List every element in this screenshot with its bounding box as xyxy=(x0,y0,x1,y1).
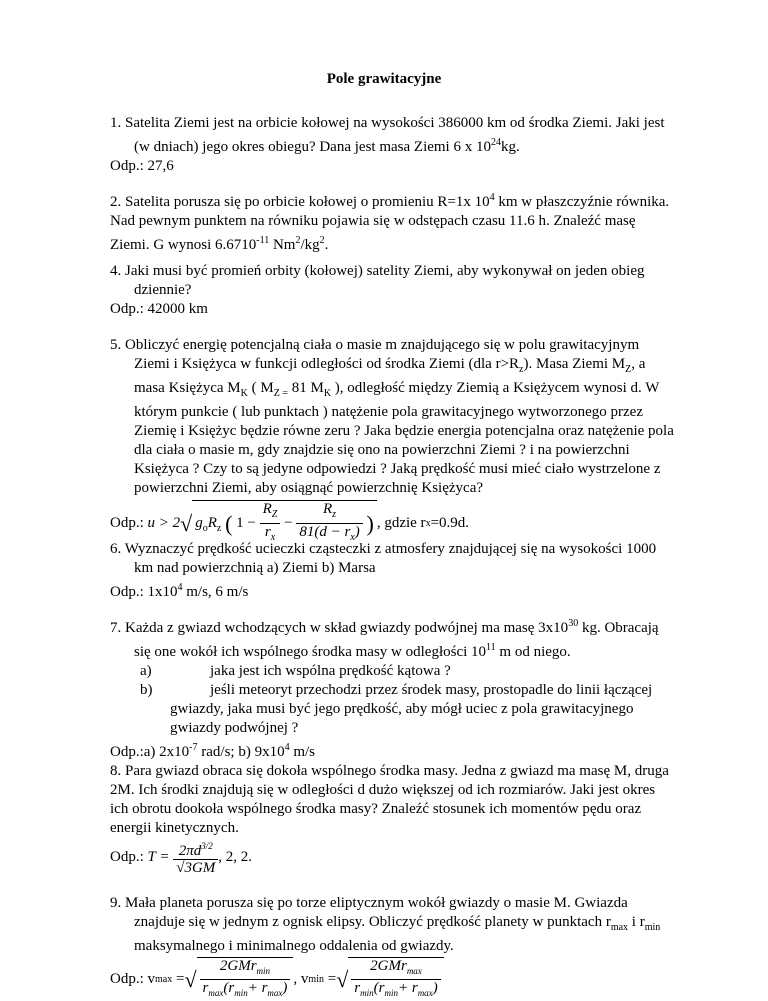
problem-5-line-7: Księżyca ? Czy to są jedyne odpowiedzi ? Jaką prędkość musi mieć ciało wystrzelone z xyxy=(134,461,661,477)
text: , a xyxy=(631,356,646,372)
symbol: R xyxy=(262,501,272,517)
superscript: -7 xyxy=(189,742,198,753)
text: km w płaszczyźnie równika. xyxy=(494,194,670,210)
v-min-fraction xyxy=(351,958,440,1001)
problem-4-line-1: 4. Jaki musi być promień orbity (kołowej) satelity Ziemi, aby wykonywał on jeden obieg xyxy=(110,263,645,279)
text: . xyxy=(324,237,329,253)
sqrt-body-2 xyxy=(348,957,443,1001)
sqrt-sign: √ xyxy=(176,860,185,876)
symbol: ) xyxy=(282,980,288,996)
symbol: 81(d − r xyxy=(299,524,351,540)
sqrt-sign: √ xyxy=(180,510,193,536)
text: 7. Każda z gwiazd wchodzących w skład gwiazdy podwójnej ma masę 3x10 xyxy=(110,620,569,636)
problem-4-answer: Odp.: 42000 km xyxy=(110,301,208,317)
subscript: Z xyxy=(271,509,278,520)
text: Odp.: 1x10 xyxy=(110,584,178,600)
problem-8-answer xyxy=(110,838,710,876)
problem-9 xyxy=(110,894,710,1001)
subscript: Z = xyxy=(273,388,288,399)
subscript: min xyxy=(234,988,248,998)
formula-lhs: u > 2 xyxy=(147,514,181,531)
subscript: min xyxy=(360,988,374,998)
symbol: r xyxy=(264,524,271,540)
subscript: K xyxy=(240,388,248,399)
item-label: b) xyxy=(140,682,153,698)
superscript: 4 xyxy=(177,582,183,593)
superscript: 4 xyxy=(489,192,495,203)
subscript: o xyxy=(202,522,208,534)
problem-8-line-2: 2M. Ich środki znajdują się w odległości d dużo większej od ich rozmiarów. Jaki jest okres xyxy=(110,782,656,798)
symbol: R xyxy=(323,501,333,517)
problem-9-line-1: 9. Mała planeta porusza się po torze eliptycznym wokół gwiazdy o masie M. Gwiazda xyxy=(110,895,628,911)
subscript: max xyxy=(610,922,629,933)
problem-4 xyxy=(110,262,710,319)
problem-8-line-1: 8. Para gwiazd obraca się dokoła wspólnego środka masy. Jedna z gwiazd ma masę M, druga xyxy=(110,763,669,779)
problem-5-line-4: którym punkcie ( lub punktach ) natężenie pola grawitacyjnego wytworzonego przez xyxy=(134,404,643,420)
problem-7-answer xyxy=(110,738,710,762)
text: Ziemi. G wynosi 6.6710 xyxy=(110,237,257,253)
subscript: min xyxy=(384,988,398,998)
symbol: (r xyxy=(223,980,235,996)
problem-2-line-3 xyxy=(110,231,710,255)
answer-label: Odp.: xyxy=(110,848,144,865)
symbol: 2GMr xyxy=(370,958,407,974)
symbol: = xyxy=(175,970,185,987)
text: =0.9d. xyxy=(430,514,470,531)
subscript: max xyxy=(155,973,173,985)
text: 2. Satelita porusza się po orbicie kołowej o promieniu R=1x 10 xyxy=(110,194,490,210)
denominator xyxy=(173,860,218,876)
symbol: ) xyxy=(432,980,438,996)
subscript: x xyxy=(270,532,276,543)
v-max-fraction xyxy=(200,958,291,1001)
problem-7-item-a xyxy=(110,662,710,681)
period-fraction xyxy=(173,838,218,876)
superscript: 4 xyxy=(284,742,290,753)
subscript: z xyxy=(216,522,222,534)
text: rad/s; b) 9x10 xyxy=(197,744,285,760)
subscript: x xyxy=(425,517,431,529)
problem-7-line-2 xyxy=(110,638,710,662)
problem-2 xyxy=(110,188,710,255)
symbol: ) xyxy=(354,524,360,540)
symbol: (r xyxy=(373,980,385,996)
subscript: max xyxy=(406,966,422,976)
problem-6-answer xyxy=(110,578,710,602)
symbol: − xyxy=(284,514,293,531)
subscript: max xyxy=(267,988,283,998)
sqrt-body-1 xyxy=(197,957,294,1001)
superscript: 3/2 xyxy=(201,841,213,851)
subscript: z xyxy=(519,364,524,375)
answer-label: Odp.: xyxy=(110,514,144,531)
open-paren: ( xyxy=(225,511,233,536)
symbol: g xyxy=(195,514,203,531)
symbol: r xyxy=(202,980,209,996)
text: masa Księżyca M xyxy=(134,380,241,396)
text: ). Masa Ziemi M xyxy=(523,356,626,372)
symbol: 3GM xyxy=(184,860,216,876)
superscript: 30 xyxy=(568,618,579,629)
text: , v xyxy=(293,970,309,987)
numerator xyxy=(351,958,440,980)
text: się one wokół ich wspólnego środka masy w odległości 10 xyxy=(134,644,487,660)
text: /kg xyxy=(300,237,320,253)
problem-5 xyxy=(110,336,710,546)
subscript: max xyxy=(417,988,433,998)
answer-label: Odp.: v xyxy=(110,970,155,987)
denominator xyxy=(200,980,291,1001)
subscript: min xyxy=(644,922,661,933)
text: kg. Obracają xyxy=(578,620,659,636)
sqrt-sign: √ xyxy=(184,966,197,992)
numerator xyxy=(296,501,362,524)
item-text: jeśli meteoryt przechodzi przez środek masy, prostopadle do linii łączącej xyxy=(210,682,653,698)
superscript: -11 xyxy=(256,235,270,246)
problem-2-line-1 xyxy=(110,188,710,212)
subscript: min xyxy=(308,973,324,985)
symbol: 2GMr xyxy=(219,958,257,974)
subscript: min xyxy=(256,966,271,976)
subscript: Z xyxy=(625,364,632,375)
symbol: + r xyxy=(397,980,418,996)
symbol: = xyxy=(327,970,337,987)
problem-7-line-1 xyxy=(110,614,710,638)
subscript: K xyxy=(323,388,332,399)
page-title: Pole grawitacyjne xyxy=(326,71,442,87)
problem-7-item-b xyxy=(110,681,710,700)
sqrt-sign: √ xyxy=(336,966,349,992)
problem-2-line-2: Nad pewnym punktem na równiku pojawia się w odstępach czasu 11.6 h. Znaleźć masę xyxy=(110,213,636,229)
problem-9-line-3: maksymalnego i minimalnego oddalenia od gwiazdy. xyxy=(134,938,454,954)
problem-1-line-1: 1. Satelita Ziemi jest na orbicie kołowej na wysokości 386000 km od środka Ziemi. Jaki jest xyxy=(110,115,665,131)
superscript: 2 xyxy=(295,235,301,246)
text: Odp.:a) 2x10 xyxy=(110,744,190,760)
text: , 2, 2. xyxy=(218,848,253,865)
symbol: 2πd xyxy=(178,843,202,859)
problem-5-line-2 xyxy=(110,355,710,379)
subscript: x xyxy=(350,532,355,543)
problem-1-line-2 xyxy=(110,133,710,157)
text: kg. xyxy=(500,139,520,155)
numerator xyxy=(200,958,291,980)
problem-5-line-3 xyxy=(110,379,710,403)
symbol: + r xyxy=(247,980,268,996)
text: 81 M xyxy=(287,380,324,396)
problem-5-line-6: dla ciała o masie m, gdy znajdzie się ono na powierzchni Ziemi ? i na powierzchni xyxy=(134,442,630,458)
problem-5-line-5: Ziemię i Księżyc będzie równe zeru ? Jaka będzie energia potencjalna oraz natężenie pola xyxy=(134,423,674,439)
text: , gdzie r xyxy=(376,514,426,531)
text: i r xyxy=(628,914,645,930)
text: ( M xyxy=(247,380,274,396)
formula-lhs: T = xyxy=(147,848,170,865)
denominator xyxy=(351,980,440,1001)
problem-9-answer xyxy=(110,957,710,1001)
text: m/s, 6 m/s xyxy=(182,584,249,600)
item-label: a) xyxy=(140,663,152,679)
problem-9-line-2 xyxy=(110,913,710,937)
text: (w dniach) jego okres obiegu? Dana jest masa Ziemi 6 x 10 xyxy=(134,139,491,155)
problem-8-line-3: ich obrotu dookoła wspólnego środka masy? Znaleźć stosunek ich momentów pędu oraz xyxy=(110,801,642,817)
text: znajduje się w jednym z ognisk elipsy. Obliczyć prędkość planety w punktach r xyxy=(134,914,611,930)
numerator xyxy=(260,501,281,524)
superscript: 2 xyxy=(319,235,325,246)
problem-4-line-2: dziennie? xyxy=(134,282,192,298)
numerator xyxy=(173,838,218,860)
problem-6 xyxy=(110,540,710,602)
text: ), odległość między Ziemią a Księżycem wynosi d. W xyxy=(331,380,660,396)
problem-5-line-1: 5. Obliczyć energię potencjalną ciała o masie m znajdującego się w polu grawitacyjnym xyxy=(110,337,640,353)
problem-7 xyxy=(110,614,710,762)
subscript: z xyxy=(332,509,337,520)
text: Nm xyxy=(269,237,296,253)
symbol: R xyxy=(207,514,217,531)
problem-6-line-2: km nad powierzchnią a) Ziemi b) Marsa xyxy=(134,560,376,576)
problem-1 xyxy=(110,114,710,176)
text: Ziemi i Księżyca w funkcji odległości od środka Ziemi (dla r>R xyxy=(134,356,520,372)
superscript: 11 xyxy=(486,642,496,653)
problem-5-line-8: powierzchni Ziemi, aby osiągnąć powierzchnię Księżyca? xyxy=(134,480,484,496)
item-text: jaka jest ich wspólna prędkość kątowa ? xyxy=(210,663,451,679)
close-paren: ) xyxy=(366,511,374,536)
superscript: 24 xyxy=(490,137,501,148)
problem-8-line-4: energii kinetycznych. xyxy=(110,820,239,836)
symbol: r xyxy=(354,980,361,996)
problem-7-item-b-line-3: gwiazdy podwójnej ? xyxy=(170,720,299,736)
problem-8 xyxy=(110,762,710,876)
subscript: max xyxy=(208,988,224,998)
problem-6-line-1: 6. Wyznaczyć prędkość ucieczki cząsteczki z atmosfery znajdującej się na wysokości 1000 xyxy=(110,541,657,557)
problem-7-item-b-line-2: gwiazdy, jaka musi być jego prędkość, aby mógł uciec z pola grawitacyjnego xyxy=(170,701,634,717)
text: m/s xyxy=(289,744,316,760)
problem-1-answer: Odp.: 27,6 xyxy=(110,158,174,174)
text: m od niego. xyxy=(495,644,571,660)
symbol: 1 − xyxy=(236,514,256,531)
